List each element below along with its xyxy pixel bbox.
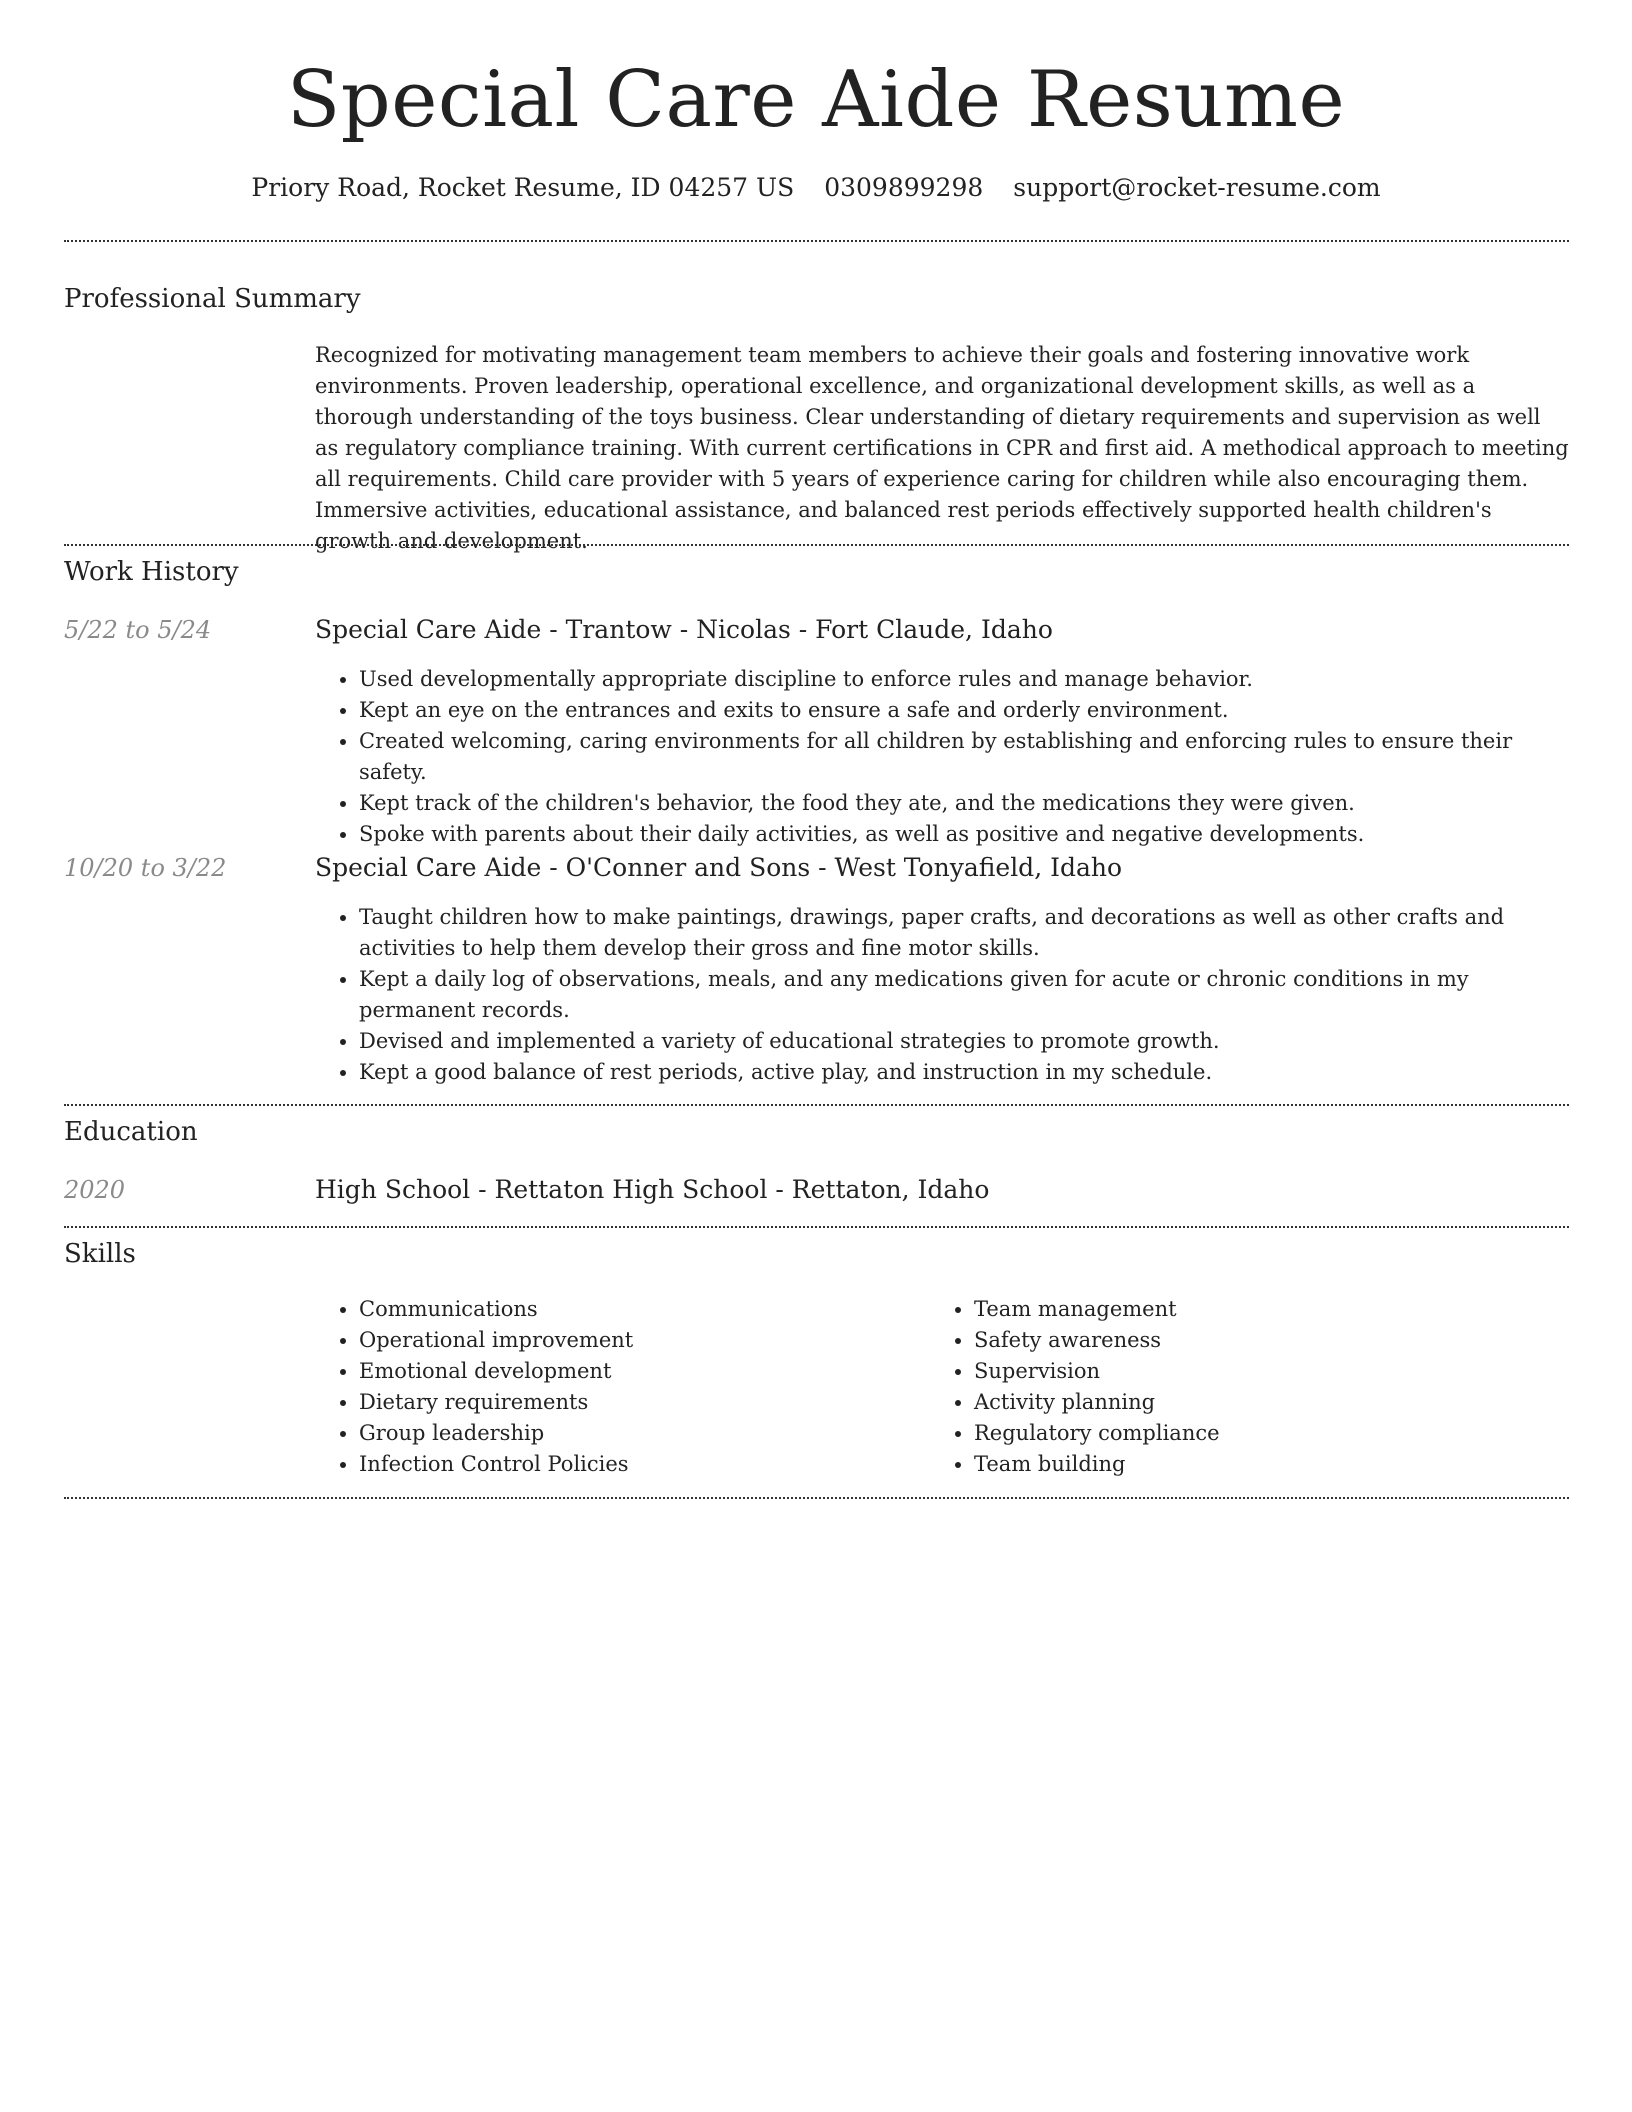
skills-list-left bbox=[315, 1294, 915, 1480]
work-history-heading: Work History bbox=[64, 557, 239, 587]
skill-item: • Activity planning bbox=[974, 1387, 1530, 1418]
job-duty: • Kept a good balance of rest periods, active play, and instruction in my schedule. bbox=[359, 1057, 1573, 1088]
skill-item: • Emotional development bbox=[359, 1356, 915, 1387]
contact-email: support@rocket-resume.com bbox=[1013, 173, 1381, 202]
skills-list-right bbox=[930, 1294, 1530, 1480]
job-duty: • Devised and implemented a variety of educational strategies to promote growth. bbox=[359, 1026, 1573, 1057]
contact-address: Priory Road, Rocket Resume, ID 04257 US bbox=[251, 173, 795, 202]
job-duty: • Used developmentally appropriate discipline to enforce rules and manage behavior. bbox=[359, 664, 1573, 695]
skills-heading: Skills bbox=[64, 1239, 136, 1269]
skill-item: • Group leadership bbox=[359, 1418, 915, 1449]
education-title: High School - Rettaton High School - Rettaton, Idaho bbox=[315, 1175, 990, 1204]
section-divider bbox=[64, 1497, 1569, 1499]
contact-line bbox=[0, 170, 1632, 206]
section-divider bbox=[64, 1104, 1569, 1106]
summary-text: Recognized for motivating management team members to achieve their goals and fostering innovative work environments. Proven leadership, operational excellence, and organizational development skills, as well as a thorough understanding of the toys business. Clear understanding of dietary requirements and supervision as well as regulatory compliance training. With current certifications in CPR and first aid. A methodical approach to meeting all requirements. Child care provider with 5 years of experience caring for children while also encouraging them. Immersive activities, educational assistance, and balanced rest periods effectively supported health children's growth and development. bbox=[315, 343, 1569, 553]
job-duty: • Kept track of the children's behavior, the food they ate, and the medications they were given. bbox=[359, 788, 1573, 819]
skill-item: • Dietary requirements bbox=[359, 1387, 915, 1418]
job-duty: • Spoke with parents about their daily activities, as well as positive and negative developments. bbox=[359, 819, 1573, 850]
skill-item: • Supervision bbox=[974, 1356, 1530, 1387]
job-duty: • Kept a daily log of observations, meals, and any medications given for acute or chronic conditions in my permanent records. bbox=[359, 964, 1573, 1026]
section-divider bbox=[64, 544, 1569, 546]
section-divider bbox=[64, 240, 1569, 242]
skill-item: • Team building bbox=[974, 1449, 1530, 1480]
section-divider bbox=[64, 1226, 1569, 1228]
education-year: 2020 bbox=[64, 1176, 126, 1204]
job-duty: • Taught children how to make paintings, drawings, paper crafts, and decorations as well as other crafts and activities to help them develop their gross and fine motor skills. bbox=[359, 902, 1573, 964]
skill-item: • Operational improvement bbox=[359, 1325, 915, 1356]
job-duty: • Kept an eye on the entrances and exits to ensure a safe and orderly environment. bbox=[359, 695, 1573, 726]
job-dates: 5/22 to 5/24 bbox=[64, 616, 212, 644]
job-title: Special Care Aide - O'Conner and Sons - West Tonyafield, Idaho bbox=[315, 853, 1123, 882]
job-duties-list bbox=[315, 664, 1573, 850]
education-heading: Education bbox=[64, 1117, 198, 1147]
skill-item: • Communications bbox=[359, 1294, 915, 1325]
resume-name: Special Care Aide Resume bbox=[286, 55, 1346, 145]
job-dates: 10/20 to 3/22 bbox=[64, 854, 227, 882]
contact-phone: 0309899298 bbox=[824, 173, 984, 202]
skill-item: • Regulatory compliance bbox=[974, 1418, 1530, 1449]
job-title: Special Care Aide - Trantow - Nicolas - Fort Claude, Idaho bbox=[315, 615, 1053, 644]
skill-item: • Team management bbox=[974, 1294, 1530, 1325]
summary-heading: Professional Summary bbox=[64, 284, 361, 314]
job-duties-list bbox=[315, 902, 1573, 1088]
skill-item: • Safety awareness bbox=[974, 1325, 1530, 1356]
skill-item: • Infection Control Policies bbox=[359, 1449, 915, 1480]
job-duty: • Created welcoming, caring environments for all children by establishing and enforcing rules to ensure their safety. bbox=[359, 726, 1573, 788]
